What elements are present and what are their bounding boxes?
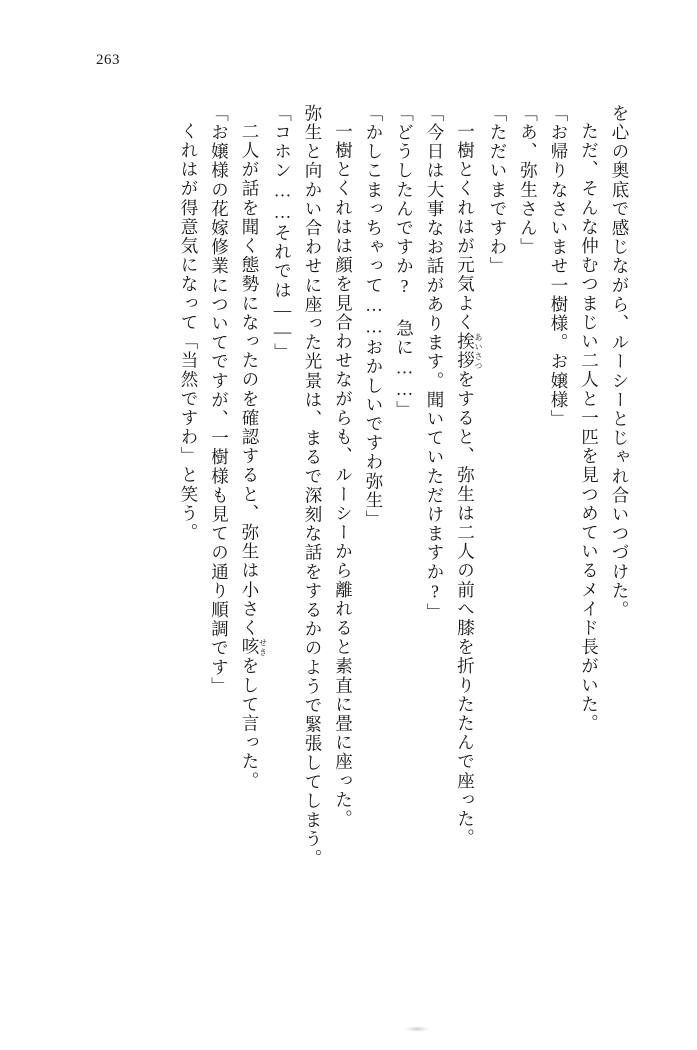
ruby-reading: あいさつ bbox=[474, 331, 483, 370]
paragraph: を心の奥底で感じながら、ルーシーとじゃれ合いつづけた。 bbox=[610, 104, 630, 620]
ruby-seki: 咳せき bbox=[240, 637, 268, 657]
paragraph: 弥生と向かい合わせに座った光景は、まるで深刻な話をするかのようで緊張してしまう。 bbox=[303, 104, 323, 868]
paragraph: 「お嬢様の花嫁修業についてですが、一樹様も見ての通り順調です」 bbox=[209, 104, 230, 697]
paragraph: 「ただいまですわ」 bbox=[488, 104, 508, 276]
paragraph-text-after-ruby: をすると、弥生は二人の前へ膝を折りたたんで座った。 bbox=[455, 369, 476, 848]
paragraph-with-ruby bbox=[450, 104, 483, 964]
ruby-reading: せき bbox=[258, 637, 268, 657]
paragraph-text-after-ruby: をして言った。 bbox=[240, 656, 260, 791]
paragraph: 一樹とくれはは顔を見合わせながらも、ルーシーから離れると素直に畳に座った。 bbox=[333, 121, 354, 829]
ruby-aisatsu: 挨拶あいさつ bbox=[455, 331, 483, 370]
page-smudge bbox=[404, 1026, 430, 1032]
paragraph: 「今日は大事なお話があります。聞いていただけますか?」 bbox=[425, 104, 445, 623]
paragraph: 「どうしたんですか? 急に……」 bbox=[394, 104, 415, 420]
page-number: 263 bbox=[96, 52, 120, 68]
paragraph-with-ruby bbox=[235, 104, 268, 964]
paragraph: 「かしこまっちゃって……おかしいですわ弥生」 bbox=[364, 104, 384, 530]
paragraph: くれはが得意気になって「当然ですわ」と笑う。 bbox=[179, 121, 199, 542]
paragraph: ただ、そんな仲むつまじい二人と一匹を見つめているメイド長がいた。 bbox=[579, 121, 600, 733]
paragraph: 「お帰りなさいませ一樹様。お嬢様」 bbox=[549, 104, 569, 429]
paragraph: 「あ、弥生さん」 bbox=[518, 104, 539, 257]
paragraph-text-before-ruby: 一樹とくれはが元気よく bbox=[455, 121, 476, 332]
paragraph-text-before-ruby: 二人が話を聞く態勢になったのを確認すると、弥生は小さく bbox=[240, 121, 260, 638]
page-body-text bbox=[75, 104, 635, 964]
paragraph: 「コホン……それでは――」 bbox=[272, 104, 293, 363]
